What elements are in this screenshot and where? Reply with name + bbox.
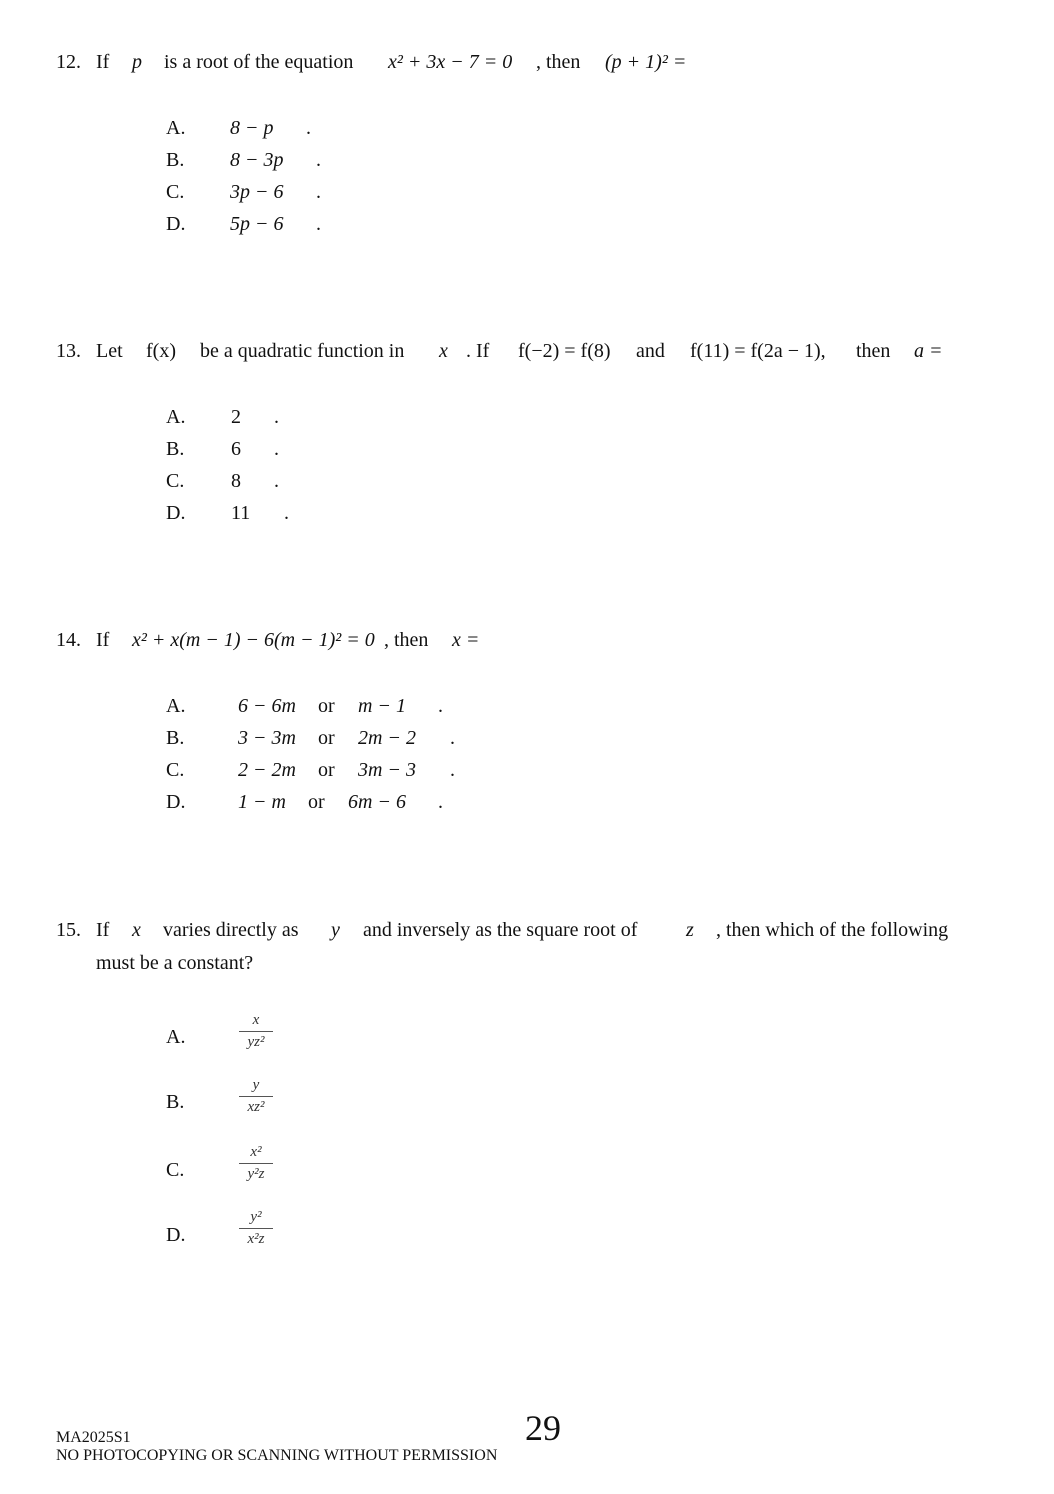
option-period: . — [450, 727, 455, 749]
q13-x: x — [439, 340, 448, 362]
q12-option-b-letter: B. — [166, 149, 185, 171]
q13-fx: f(x) — [146, 340, 176, 362]
q15-option-d[interactable] — [239, 1209, 273, 1248]
numerator: x² — [250, 1144, 262, 1160]
q15-x: x — [132, 919, 141, 941]
q12-option-b[interactable]: 8 − 3p — [230, 149, 284, 171]
q14-number: 14. — [56, 629, 81, 651]
q13-option-c[interactable]: 8 — [231, 470, 241, 492]
q14-option-b[interactable]: 3 − 3m — [238, 727, 296, 749]
or-word: or — [318, 727, 335, 749]
q12-option-c-letter: C. — [166, 181, 185, 203]
q14-equation: x² + x(m − 1) − 6(m − 1)² = 0 — [132, 629, 375, 651]
q13-and: and — [636, 340, 665, 362]
q12-option-c[interactable]: 3p − 6 — [230, 181, 284, 203]
q14-option-d[interactable]: 1 − m — [238, 791, 286, 813]
q14-if: If — [96, 629, 110, 651]
q14-option-c[interactable]: 2 − 2m — [238, 759, 296, 781]
q14-option-d-letter: D. — [166, 791, 186, 813]
option-period: . — [306, 117, 311, 139]
q12-expression: (p + 1)² = — [605, 51, 687, 73]
q15-option-a-letter: A. — [166, 1026, 186, 1048]
q14-ask: x = — [452, 629, 480, 651]
q13-option-a[interactable]: 2 — [231, 406, 241, 428]
numerator: y² — [250, 1209, 262, 1225]
q13-option-b-letter: B. — [166, 438, 185, 460]
q14-option-d-v2: 6m − 6 — [348, 791, 406, 813]
q15-if: If — [96, 919, 110, 941]
option-period: . — [316, 181, 321, 203]
q12-equation: x² + 3x − 7 = 0 — [388, 51, 513, 73]
q15-option-b-letter: B. — [166, 1091, 185, 1113]
option-period: . — [438, 791, 443, 813]
q13-cond1: f(−2) = f(8) — [518, 340, 611, 362]
q13-number: 13. — [56, 340, 81, 362]
q13-then: then — [856, 340, 891, 362]
q13-ask: a = — [914, 340, 943, 362]
paper-code: MA2025S1 — [56, 1429, 131, 1446]
q12-option-d[interactable]: 5p − 6 — [230, 213, 284, 235]
q12-number: 12. — [56, 51, 81, 73]
q15-option-d-letter: D. — [166, 1224, 186, 1246]
q14-option-a[interactable]: 6 − 6m — [238, 695, 296, 717]
denominator: xz² — [247, 1099, 265, 1115]
or-word: or — [318, 759, 335, 781]
q13-option-a-letter: A. — [166, 406, 186, 428]
q12-option-a-letter: A. — [166, 117, 186, 139]
q15-z: z — [686, 919, 694, 941]
q15-option-c[interactable] — [239, 1144, 273, 1183]
q14-option-c-letter: C. — [166, 759, 185, 781]
q15-number: 15. — [56, 919, 81, 941]
option-period: . — [274, 406, 279, 428]
q14-option-a-letter: A. — [166, 695, 186, 717]
q15-option-b[interactable] — [239, 1077, 273, 1116]
option-period: . — [438, 695, 443, 717]
copyright-notice: NO PHOTOCOPYING OR SCANNING WITHOUT PERMISSION — [56, 1447, 498, 1464]
denominator: yz² — [247, 1034, 265, 1050]
denominator: y²z — [247, 1166, 265, 1182]
q14-option-b-letter: B. — [166, 727, 185, 749]
q15-y: y — [331, 919, 340, 941]
q13-option-d-letter: D. — [166, 502, 186, 524]
q15-text1: varies directly as — [163, 919, 299, 941]
page-number: 29 — [525, 1408, 561, 1448]
q14-option-a-v2: m − 1 — [358, 695, 406, 717]
q14-option-c-v2: 3m − 3 — [358, 759, 416, 781]
q13-option-c-letter: C. — [166, 470, 185, 492]
q13-text: be a quadratic function in — [200, 340, 405, 362]
q12-then: , then — [536, 51, 581, 73]
q13-cond2: f(11) = f(2a − 1), — [690, 340, 826, 362]
or-word: or — [308, 791, 325, 813]
q14-option-b-v2: 2m − 2 — [358, 727, 416, 749]
numerator: x — [252, 1012, 260, 1028]
option-period: . — [450, 759, 455, 781]
q14-then: , then — [384, 629, 429, 651]
option-period: . — [274, 438, 279, 460]
q12-text: is a root of the equation — [164, 51, 354, 73]
q15-line2: must be a constant? — [96, 952, 254, 974]
option-period: . — [284, 502, 289, 524]
q13-option-d[interactable]: 11 — [231, 502, 251, 524]
q13-option-b[interactable]: 6 — [231, 438, 241, 460]
q13-if: . If — [466, 340, 490, 362]
q13-let: Let — [96, 340, 123, 362]
denominator: x²z — [247, 1231, 265, 1247]
q12-option-a[interactable]: 8 − p — [230, 117, 274, 139]
q12-var: p — [132, 51, 142, 73]
option-period: . — [316, 149, 321, 171]
q15-option-a[interactable] — [239, 1012, 273, 1051]
numerator: y — [252, 1077, 260, 1093]
q12-option-d-letter: D. — [166, 213, 186, 235]
or-word: or — [318, 695, 335, 717]
q12-if: If — [96, 51, 110, 73]
option-period: . — [274, 470, 279, 492]
q15-text3: , then which of the following — [716, 919, 949, 941]
option-period: . — [316, 213, 321, 235]
q15-option-c-letter: C. — [166, 1159, 185, 1181]
q15-text2: and inversely as the square root of — [363, 919, 638, 941]
